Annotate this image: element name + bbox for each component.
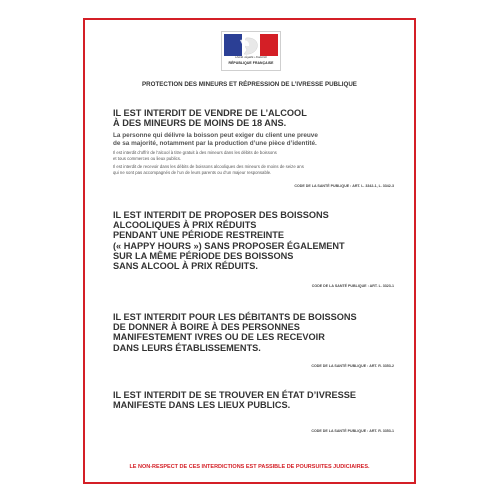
section-2-legal-reference: CODE DE LA SANTÉ PUBLIQUE : ART. L. 3323-1	[311, 284, 394, 288]
section-1-legal-reference: CODE DE LA SANTÉ PUBLIQUE : ART. L. 3342-1, L. 3342-3	[294, 184, 394, 188]
poster-frame	[83, 18, 416, 484]
poster-footer-warning: LE NON-RESPECT DE CES INTERDICTIONS EST PASSIBLE DE POURSUITES JUDICIAIRES.	[129, 464, 370, 470]
section-1-lead: La personne qui délivre la boisson peut exiger du client une preuve de sa majorité, notamment par la production d’une pièce d’identité.	[113, 132, 318, 147]
section-1-heading: IL EST INTERDIT DE VENDRE DE L’ALCOOL À DES MINEURS DE MOINS DE 18 ANS.	[113, 108, 307, 129]
section-3-legal-reference: CODE DE LA SANTÉ PUBLIQUE : ART. R. 3353-2	[311, 364, 394, 368]
section-4-legal-reference: CODE DE LA SANTÉ PUBLIQUE : ART. R. 3353-1	[311, 429, 394, 433]
section-3-heading: IL EST INTERDIT POUR LES DÉBITANTS DE BOISSONS DE DONNER À BOIRE À DES PERSONNES MANIFESTEMENT IVRES OU DE LES RECEVOIR DANS LEURS ÉTABLISSEMENTS.	[113, 312, 357, 353]
logo-motto: Liberté • Égalité • Fraternité	[235, 56, 267, 59]
poster-subtitle: PROTECTION DES MINEURS ET RÉPRESSION DE L’IVRESSE PUBLIQUE	[142, 81, 357, 88]
section-1-detail-1: Il est interdit d’offrir de l’alcool à titre gratuit à des mineurs dans les débits de boissons et tous commerces ou lieux publics.	[113, 150, 277, 162]
marianne-flag-icon	[224, 34, 278, 56]
section-4-heading: IL EST INTERDIT DE SE TROUVER EN ÉTAT D’IVRESSE MANIFESTE DANS LES LIEUX PUBLICS.	[113, 390, 356, 411]
section-2-heading: IL EST INTERDIT DE PROPOSER DES BOISSONS ALCOOLIQUES À PRIX RÉDUITS PENDANT UNE PÉRIODE RESTREINTE (« HAPPY HOURS ») SANS PROPOSER ÉGALEMENT SUR LA MÊME PÉRIODE DES BOISSONS SANS ALCOOL À PRIX RÉDUITS.	[113, 210, 345, 272]
section-1-detail-2: Il est interdit de recevoir dans les débits de boissons alcooliques des mineurs de moins de seize ans qui ne sont pas accompagnés de l’un de leurs parents ou d’un majeur responsable.	[113, 164, 304, 176]
logo-republic-name: RÉPUBLIQUE FRANÇAISE	[228, 61, 274, 65]
republique-francaise-logo	[221, 31, 281, 71]
